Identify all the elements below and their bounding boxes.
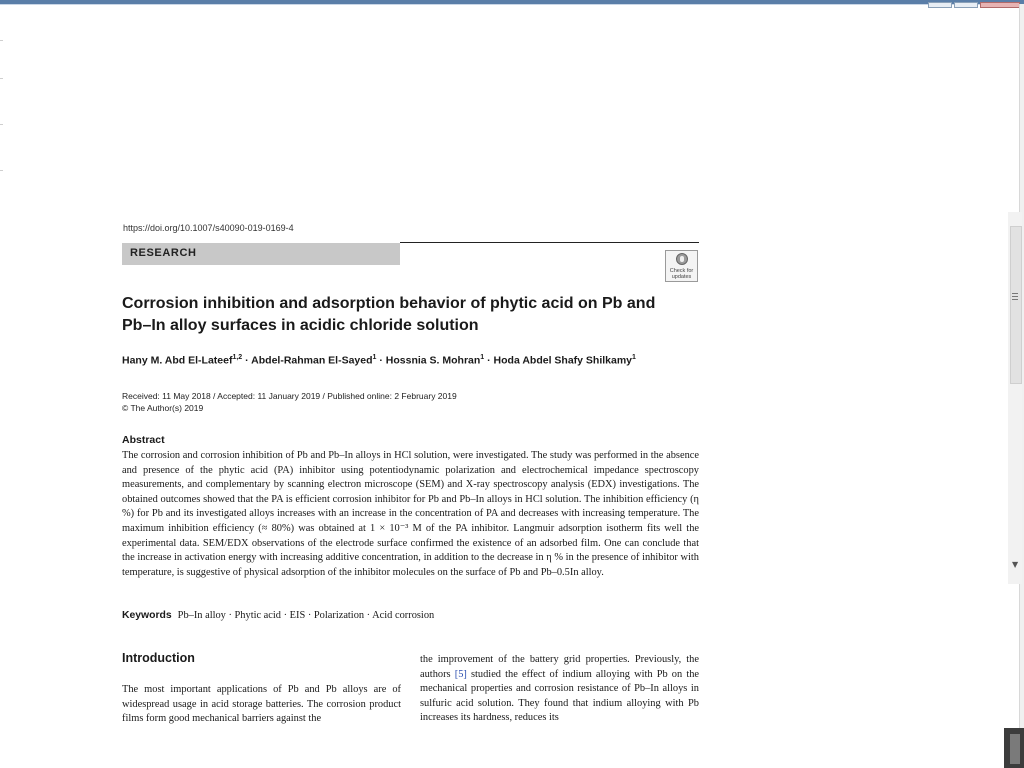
keywords-line: [122, 610, 699, 621]
article-title: Corrosion inhibition and adsorption behavior of phytic acid on Pb and Pb–In alloy surfaces in acidic chloride solution: [122, 295, 656, 334]
scrollbar-thumb[interactable]: [1010, 226, 1022, 384]
author-affiliation: 1: [372, 354, 377, 361]
left-edge-mark: [0, 78, 3, 79]
bookmark-check-icon: [676, 253, 688, 265]
keywords-label: Keywords: [122, 610, 172, 621]
abstract-heading: Abstract: [122, 434, 165, 446]
resize-grip-icon[interactable]: [1010, 734, 1020, 764]
author-affiliation: 1: [480, 354, 485, 361]
author-affiliation: 1,2: [232, 354, 243, 361]
author-name[interactable]: Hany M. Abd El-Lateef: [122, 354, 233, 367]
left-edge-mark: [0, 124, 3, 125]
keywords-list: Pb–In alloy · Phytic acid · EIS · Polarization · Acid corrosion: [177, 610, 435, 621]
intro-right-text: the improvement of the battery grid properties. Previously, the authors: [420, 654, 699, 680]
intro-right-text: studied the effect of indium alloying with Pb on the mechanical properties and corrosion resistance of Pb–In alloys in sulfuric acid solution. They found that indium alloying with Pb increases its hardness, reduces its: [420, 668, 700, 724]
copyright-line: © The Author(s) 2019: [122, 403, 204, 413]
intro-column-right: [420, 653, 699, 726]
author-affiliation: 1: [632, 354, 636, 361]
maximize-button[interactable]: [954, 2, 978, 8]
left-edge-mark: [0, 40, 3, 41]
author-name[interactable]: Abdel-Rahman El-Sayed: [251, 354, 373, 367]
reference-link[interactable]: [5]: [454, 668, 467, 680]
doi-link[interactable]: https://doi.org/10.1007/s40090-019-0169-4: [123, 223, 294, 233]
introduction-heading: Introduction: [122, 651, 195, 665]
header-rule: [400, 242, 699, 243]
badge-label: Check for updates: [669, 268, 694, 280]
author-name[interactable]: Hoda Abdel Shafy Shilkamy: [493, 354, 633, 367]
publication-dates: [122, 390, 682, 414]
scrollbar-grip-icon: [1012, 293, 1018, 301]
section-label: RESEARCH: [130, 247, 197, 259]
window-top-highlight: [0, 4, 1024, 5]
left-edge-mark: [0, 170, 3, 171]
scroll-down-arrow-icon[interactable]: ▼: [1012, 560, 1019, 569]
author-name[interactable]: Hossnia S. Mohran: [385, 354, 481, 367]
dates-line: Received: 11 May 2018 / Accepted: 11 January 2019 / Published online: 2 February 2019: [122, 391, 457, 401]
close-button[interactable]: [980, 2, 1020, 8]
intro-column-left: The most important applications of Pb and Pb alloys are of widespread usage in acid storage batteries. The corrosion product films form good mechanical barriers against the: [122, 684, 401, 725]
minimize-button[interactable]: [928, 2, 952, 8]
abstract-text: The corrosion and corrosion inhibition of Pb and Pb–In alloys in HCl solution, were investigated. The study was performed in the absence and presence of the phytic acid (PA) inhibitor using potentiodynamic polarization and electrochemical impedance spectroscopy measurements, and complementary by scanning electron microscope (SEM) and X-ray spectroscopy analysis (EDX) investigations. The obtained outcomes showed that the PA is efficient corrosion inhibitor for Pb and Pb–In alloys in HCl solution. The inhibition efficiency (η %) for Pb and its investigated alloys increases with an increase in the concentration of PA and decreases with increasing temperature. The maximum inhibition efficiency (≈ 80%) was obtained at 1 × 10⁻³ M of the PA inhibitor. Langmuir adsorption isotherm fits well the experimental data. SEM/EDX observations of the electrode surface confirmed the existence of an adsorbed film. One can conclude that the increase in activation energy with increasing additive concentration, in addition to the decrease in η % in the presence of inhibitor with temperature, is suggestive of physical adsorption of the inhibitor molecules on the surface of Pb and Pb–0.5In alloy.: [122, 450, 699, 578]
author-list: Hany M. Abd El-Lateef$^{1,2}$ · Abdel-Rahman El-Sayed$^1$ · Hossnia S. Mohran$^1$ · Hoda Abdel Shafy Shilkamy$^1$: [122, 354, 636, 367]
